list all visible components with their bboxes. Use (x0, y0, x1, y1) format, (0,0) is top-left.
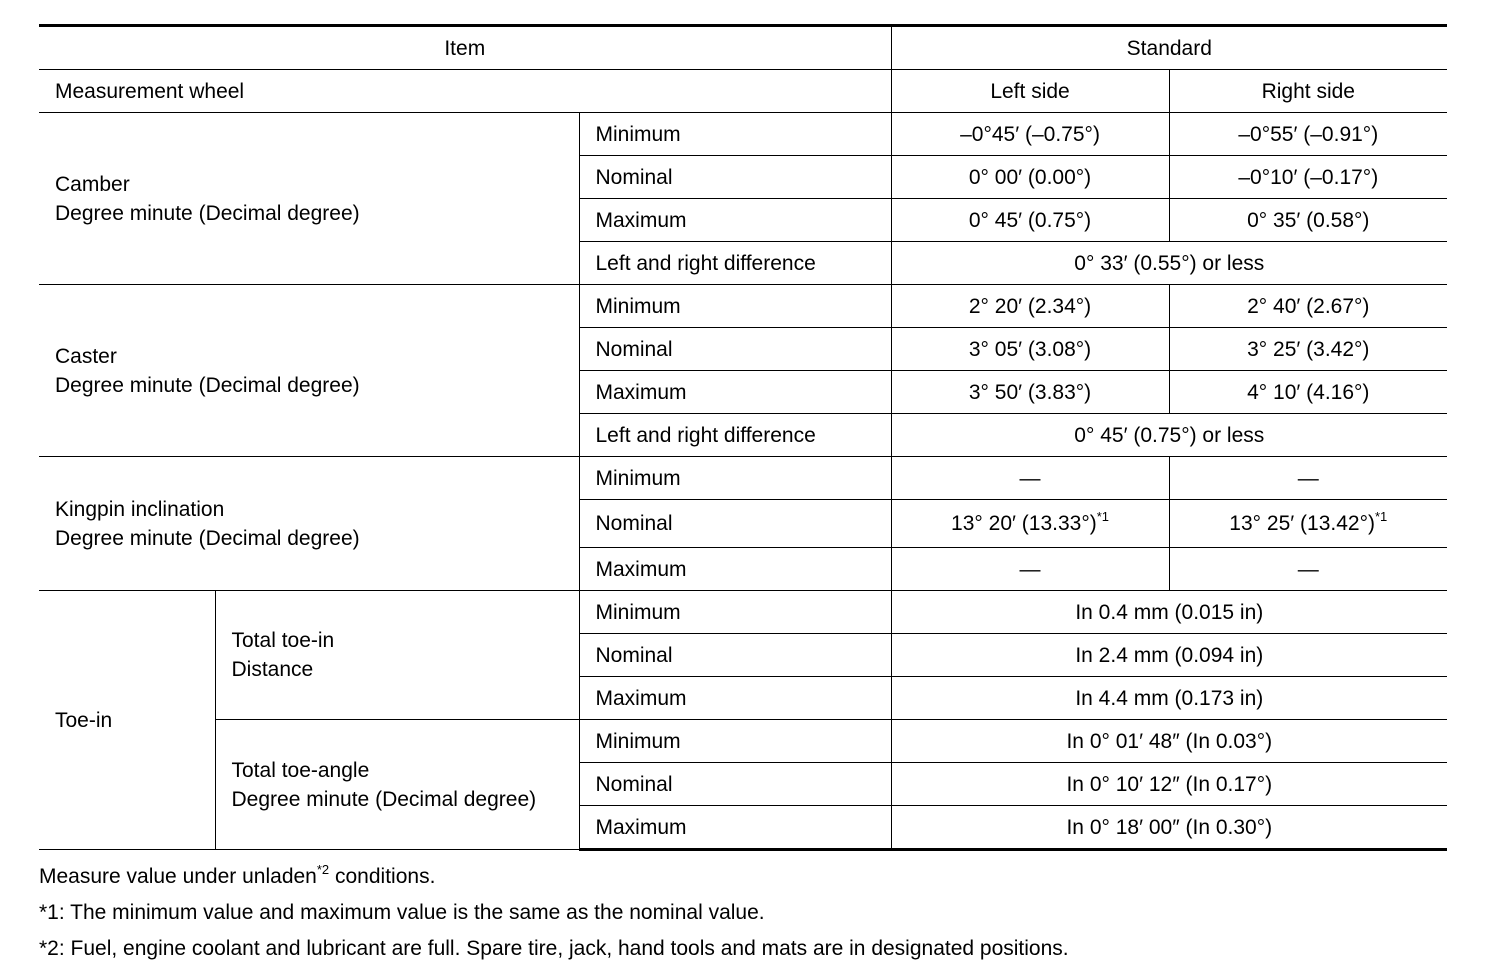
kingpin-nom-left-value: 13° 20′ (13.33°) (951, 512, 1097, 535)
toe-distance-unit: Distance (231, 658, 314, 681)
row-name: Minimum (579, 720, 891, 763)
toe-angle-row-minimum (39, 720, 1447, 763)
caster-title: Caster (55, 344, 117, 368)
row-name: Nominal (579, 156, 891, 199)
unladen-note (39, 859, 1069, 895)
caster-label (39, 285, 579, 457)
camber-nom-left: 0° 00′ (0.00°) (891, 156, 1169, 199)
footnote-ref: *1 (1096, 509, 1110, 524)
row-name: Minimum (579, 113, 891, 156)
footnote-2: *2: Fuel, engine coolant and lubricant are full. Spare tire, jack, hand tools and mats are in designated positions. (39, 937, 1069, 960)
toe-angle-min-value: In 0° 01′ 48″ (In 0.03°) (891, 720, 1447, 763)
row-name: Nominal (579, 500, 891, 548)
toe-distance-row-minimum (39, 591, 1447, 634)
footnotes (39, 859, 1069, 967)
row-name: Maximum (579, 548, 891, 591)
toe-angle-max-value: In 0° 18′ 00″ (In 0.30°) (891, 806, 1447, 850)
kingpin-label (39, 457, 579, 591)
kingpin-min-left: — (891, 457, 1169, 500)
camber-difference-value: 0° 33′ (0.55°) or less (891, 242, 1447, 285)
camber-title: Camber (55, 172, 130, 196)
row-name: Nominal (579, 328, 891, 371)
camber-row-minimum (39, 113, 1447, 156)
measurement-wheel-label: Measurement wheel (39, 70, 891, 113)
footnote-ref: *1 (1374, 509, 1388, 524)
row-name: Left and right difference (579, 414, 891, 457)
row-name: Maximum (579, 371, 891, 414)
right-side-header: Right side (1169, 70, 1447, 113)
caster-nom-left: 3° 05′ (3.08°) (891, 328, 1169, 371)
item-header: Item (39, 26, 891, 70)
toe-angle-unit: Degree minute (Decimal degree) (231, 787, 537, 811)
row-name: Maximum (579, 806, 891, 850)
header-row (39, 26, 1447, 70)
kingpin-nom-right (1169, 500, 1447, 548)
caster-max-left: 3° 50′ (3.83°) (891, 371, 1169, 414)
caster-nom-right: 3° 25′ (3.42°) (1169, 328, 1447, 371)
toe-distance-max-value: In 4.4 mm (0.173 in) (891, 677, 1447, 720)
caster-unit: Degree minute (Decimal degree) (55, 373, 360, 397)
kingpin-row-minimum (39, 457, 1447, 500)
row-name: Minimum (579, 285, 891, 328)
standard-header: Standard (891, 26, 1447, 70)
row-name: Minimum (579, 591, 891, 634)
camber-nom-right: –0°10′ (–0.17°) (1169, 156, 1447, 199)
kingpin-title: Kingpin inclination (55, 497, 225, 521)
left-side-header: Left side (891, 70, 1169, 113)
alignment-spec-table (39, 24, 1447, 851)
caster-row-minimum (39, 285, 1447, 328)
toe-angle-label (215, 720, 579, 850)
row-name: Nominal (579, 634, 891, 677)
camber-min-right: –0°55′ (–0.91°) (1169, 113, 1447, 156)
footnote-ref: *2 (316, 862, 330, 877)
row-name: Nominal (579, 763, 891, 806)
camber-max-right: 0° 35′ (0.58°) (1169, 199, 1447, 242)
toe-in-label: Toe-in (39, 591, 215, 850)
toe-distance-label (215, 591, 579, 720)
unladen-note-prefix: Measure value under unladen (39, 865, 317, 888)
caster-min-right: 2° 40′ (2.67°) (1169, 285, 1447, 328)
unladen-note-suffix: conditions. (329, 865, 436, 888)
caster-difference-value: 0° 45′ (0.75°) or less (891, 414, 1447, 457)
kingpin-max-right: — (1169, 548, 1447, 591)
row-name: Maximum (579, 199, 891, 242)
toe-distance-min-value: In 0.4 mm (0.015 in) (891, 591, 1447, 634)
camber-min-left: –0°45′ (–0.75°) (891, 113, 1169, 156)
toe-distance-nom-value: In 2.4 mm (0.094 in) (891, 634, 1447, 677)
caster-min-left: 2° 20′ (2.34°) (891, 285, 1169, 328)
camber-unit: Degree minute (Decimal degree) (55, 201, 360, 225)
toe-angle-nom-value: In 0° 10′ 12″ (In 0.17°) (891, 763, 1447, 806)
row-name: Minimum (579, 457, 891, 500)
toe-angle-title: Total toe-angle (231, 758, 370, 782)
camber-label (39, 113, 579, 285)
row-name: Left and right difference (579, 242, 891, 285)
kingpin-min-right: — (1169, 457, 1447, 500)
camber-max-left: 0° 45′ (0.75°) (891, 199, 1169, 242)
kingpin-unit: Degree minute (Decimal degree) (55, 526, 360, 550)
toe-distance-title: Total toe-in (231, 629, 335, 652)
kingpin-nom-left (891, 500, 1169, 548)
measurement-wheel-row (39, 70, 1447, 113)
caster-max-right: 4° 10′ (4.16°) (1169, 371, 1447, 414)
row-name: Maximum (579, 677, 891, 720)
footnote-1: *1: The minimum value and maximum value is the same as the nominal value. (39, 901, 765, 924)
kingpin-nom-right-value: 13° 25′ (13.42°) (1229, 512, 1375, 535)
kingpin-max-left: — (891, 548, 1169, 591)
